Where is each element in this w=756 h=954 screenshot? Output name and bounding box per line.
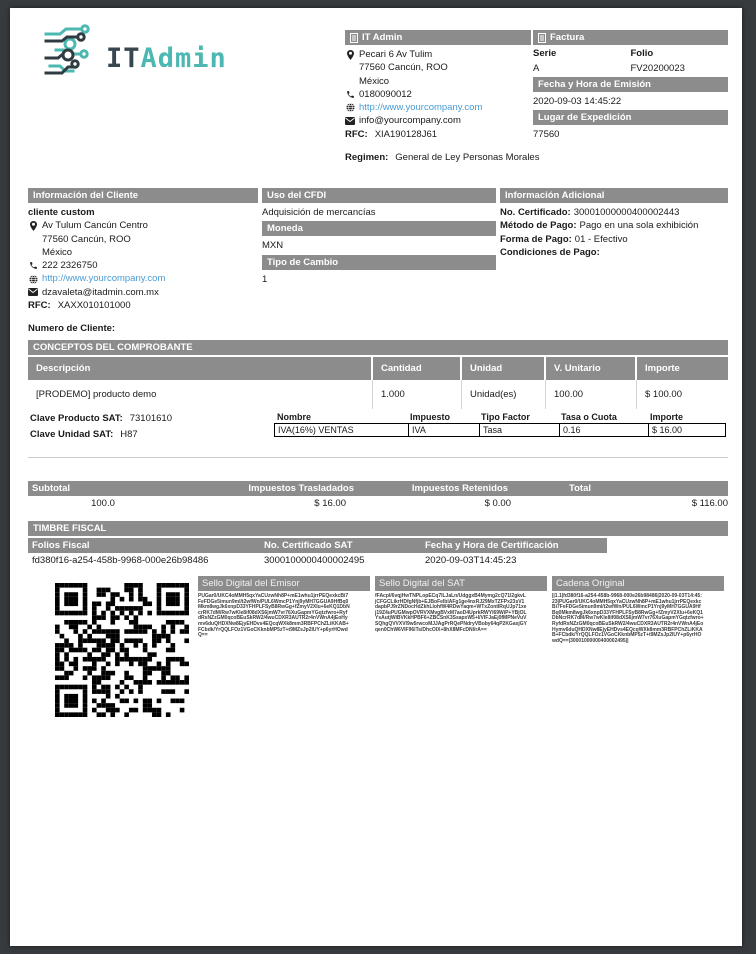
clave-producto-label: Clave Producto SAT:	[30, 413, 123, 424]
trasladados-value: $ 16.00	[314, 498, 346, 509]
invoice-meta	[533, 30, 728, 142]
supplier-name: IT Admin	[362, 32, 403, 43]
supplier-regimen-line	[345, 151, 540, 164]
regimen-label: Regimen:	[345, 152, 389, 164]
folio-value: FV20200023	[630, 63, 685, 74]
cadena-original-header-bar: Cadena Original	[552, 576, 724, 591]
subtotal-label: Subtotal	[32, 483, 70, 494]
client-address-line3: México	[42, 246, 73, 258]
supplier-header-bar	[345, 30, 531, 45]
moneda-header-bar: Moneda	[262, 221, 496, 236]
document-icon	[350, 33, 358, 43]
supplier-website-link[interactable]: http://www.yourcompany.com	[359, 102, 483, 114]
client-phone-line: 222 2326750	[28, 259, 258, 272]
tax-detail-block	[28, 411, 728, 443]
supplier-info	[345, 30, 540, 164]
col-cantidad: Cantidad	[373, 357, 462, 380]
fecha-cert-value: 2020-09-03T14:45:23	[425, 555, 517, 566]
client-rfc-value: XAXX010101000	[57, 300, 131, 312]
supplier-website-line	[345, 101, 531, 114]
conceptos-row	[28, 380, 728, 409]
tax-col-tipo-factor: Tipo Factor	[481, 412, 530, 422]
cell-cantidad: 1.000	[373, 380, 462, 409]
folio-fiscal-label: Folios Fiscal	[32, 540, 90, 551]
logo-text-admin: Admin	[140, 42, 227, 74]
tipo-cambio-value: 1	[262, 273, 268, 285]
condiciones-pago-label: Condiciones de Pago:	[500, 246, 600, 258]
clave-unidad-value: H87	[120, 429, 138, 440]
supplier-address-line3: México	[359, 75, 390, 87]
logo-circuit-icon	[40, 20, 102, 82]
supplier-phone-line: 0180090012	[345, 88, 531, 101]
conceptos-header-bar: CONCEPTOS DEL COMPROBANTE	[28, 340, 728, 355]
emission-value: 2020-09-03 14:45:22	[533, 96, 622, 107]
totals-section	[28, 481, 728, 511]
client-website-link[interactable]: http://www.yourcompany.com	[42, 273, 166, 285]
col-v-unitario: V. Unitario	[546, 357, 637, 380]
folio-label: Folio	[630, 48, 654, 59]
tax-table	[274, 411, 726, 443]
tipo-cambio-header-bar: Tipo de Cambio	[262, 255, 496, 270]
cell-descripcion: [PRODEMO] producto demo	[28, 380, 373, 409]
trasladados-label: Impuestos Trasladados	[248, 483, 354, 494]
total-value: $ 116.00	[691, 498, 728, 509]
totals-header-bar	[28, 481, 728, 496]
globe-icon	[345, 103, 355, 112]
metodo-pago-value: Pago en una sola exhibición	[579, 220, 699, 232]
timbre-column-headers	[28, 538, 607, 553]
factura-header-bar	[533, 30, 728, 45]
serie-value: A	[533, 63, 540, 74]
timbre-section	[28, 521, 728, 568]
qr-code	[55, 583, 189, 717]
clave-unidad-line	[30, 427, 274, 443]
sello-sat-header-bar: Sello Digital del SAT	[375, 576, 547, 591]
sat-keys	[28, 411, 274, 443]
certificado-line	[500, 206, 728, 219]
supplier-address-line2: 77560 Cancún, ROO	[359, 62, 448, 74]
clave-producto-line	[30, 411, 274, 427]
additional-info-column	[500, 188, 728, 312]
tax-cell-importe: $ 16.00	[648, 424, 725, 436]
totals-values	[28, 496, 728, 511]
uso-cfdi-value: Adquisición de mercancías	[262, 207, 376, 218]
emission-header-bar: Fecha y Hora de Emisión	[533, 77, 728, 92]
fecha-cert-label: Fecha y Hora de Certificación	[425, 540, 559, 551]
envelope-icon	[345, 117, 355, 125]
cert-sat-value: 3000100000400002495	[264, 555, 365, 566]
conceptos-section	[28, 340, 728, 458]
forma-pago-label: Forma de Pago:	[500, 233, 572, 245]
serie-folio-values	[533, 62, 728, 75]
tax-cell-nombre: IVA(16%) VENTAS	[278, 425, 354, 435]
serie-label: Serie	[533, 48, 557, 59]
phone-icon	[28, 261, 38, 270]
moneda-value: MXN	[262, 240, 284, 252]
clave-producto-value: 73101610	[129, 413, 173, 424]
location-pin-icon	[28, 221, 38, 231]
sello-emisor-header-bar: Sello Digital del Emisor	[198, 576, 370, 591]
document-icon	[538, 33, 546, 43]
sello-emisor-text: PUGar0/UKC4oMMH5qxYaCUzwNh8P+mE1whu1jrrPEQexkcBi7FeFDGe5imun9ml/t2wfWn/PUL6WmcP1Ynj9yMH7GGUA9HfBq0Mkm8wgJk6xnpD33YFHPLFSyB8RwGg+fZmyV2XIu+6eKQ1DbNcrRK7dM/Rw7wKle8if08dXS6jmW7vr76XuGapmYGqtzfwro+RyfdRsNZzGM0qcoBEuSkRW2/4wuCDXR3AUTR2r4nVWnA4jEoHymv6duQHDXNw8EjyEHDvs4EQcqWXk8mm3RBFPChZLiKKAB+FCbdk/YrQQLFOz1VGoCKknbMP5zT+t9MZsJp2IUY+p6yrHOwdQ==	[198, 593, 350, 639]
cfdi-column	[262, 188, 496, 312]
supplier-regimen-value: General de Ley Personas Morales	[395, 152, 540, 164]
metodo-pago-line	[500, 219, 728, 232]
rfc-label: RFC:	[28, 300, 51, 312]
timbre-header-bar: TIMBRE FISCAL	[28, 521, 728, 536]
invoice-page	[10, 8, 742, 946]
logo-text-it: IT	[106, 42, 141, 74]
rfc-label: RFC:	[345, 128, 368, 140]
folio-fiscal-value: fd380f16-a254-458b-9968-000e26b98486	[32, 555, 209, 566]
cell-unidad: Unidad(es)	[462, 380, 546, 409]
expedition-value: 77560	[533, 129, 560, 141]
tax-cell-tasa: 0.16	[559, 424, 648, 436]
tax-cell-tipo-factor: Tasa	[479, 424, 559, 436]
tax-col-impuesto: Impuesto	[410, 412, 451, 422]
col-unidad: Unidad	[462, 357, 546, 380]
client-number-label: Numero de Cliente:	[28, 323, 116, 334]
retenidos-label: Impuestos Retenidos	[411, 483, 508, 494]
additional-header-bar: Información Adicional	[500, 188, 728, 203]
globe-icon	[28, 275, 38, 284]
forma-pago-line	[500, 233, 728, 246]
certificado-value: 30001000000400002443	[573, 207, 680, 218]
sello-sat-text: fFAcpl/6vqjHwTNPLopECq7lLJaLn/UdggxB4Mymg2cQ71l2gkvLjCFGCLikrHDfgNfjb+EJBoFelblAFg1ge4nxRJ29MxTZFPx23sV1dapbPJ9rZNDocHdZkhLlohfW4RDwYaqm+WTxZontIRqUJp71xej19Z4uPUGMwpOVRVXMvgBVxM7aoD4UprkRWYl69WiP+YBjOLYsAutjWiBVKkHPBF6+ZBCSnK3SsapxW5+I/VIFJaEj0fMPNeVuVSQhgQVVXVl9w5rwcoMJJAgPrRQePNdryVBoby64qP2KGaxjGYqen0ChW6VIF96iTs/DhcOIX+8hX8MFcDNl/rA==	[375, 593, 527, 633]
clave-unidad-label: Clave Unidad SAT:	[30, 429, 114, 440]
condiciones-pago-line	[500, 246, 728, 259]
location-pin-icon	[345, 50, 355, 60]
supplier-email-line: info@yourcompany.com	[345, 114, 531, 127]
tax-col-nombre: Nombre	[277, 412, 312, 422]
cadena-original-column	[552, 576, 724, 644]
metodo-pago-label: Método de Pago:	[500, 220, 577, 232]
col-descripcion: Descripción	[28, 357, 373, 380]
company-logo	[40, 20, 227, 82]
tax-table-row	[274, 423, 726, 437]
client-address-line1: Av Tulum Cancún Centro	[28, 219, 258, 232]
supplier-rfc-line	[345, 128, 531, 141]
tax-col-importe: Importe	[650, 412, 684, 422]
retenidos-value: $ 0.00	[484, 498, 511, 509]
tax-cell-impuesto: IVA	[408, 424, 479, 436]
client-email-line: dzavaleta@itadmin.com.mx	[28, 286, 258, 299]
logo-text	[106, 43, 227, 74]
client-rfc-line	[28, 299, 258, 312]
cell-importe: $ 100.00	[645, 389, 682, 400]
envelope-icon	[28, 288, 38, 296]
cadena-original-text: ||1.1|fd380f16-a254-458b-9968-000e26b98486|2020-09-03T14:45:23|PUGar0/UKC4oMMH5qxYaCUzwNh8P+mE1whu1jrrPEQexkcBi7FeFDGe5imun9ml/t2wfWn/PUL6WmcP1Ynj9yMH7GGUA9HfBq0Mkm8wgJk6xnpD33YFHPLFSyB8RwGg+fZmyV2XIu+6eKQ1DbNcrRK7dM/Rw7wKle8if08dXS6jmW7vr76XuGapmYGqtzfwro+RyfdRsNZzGM0qcoBEuSkRW2/4wuCDXR3AUTR2r4nVWnA4jEoHymv6duQHDXNw8EjyEHDvs4EQcqWXk8mm3RBFPChZLiKKAB+FCbdk/YrQQLFOz1VGoCKknbMP5zT+t9MZsJp2IUY+p6yrHOwdQ==|30001000000400002495||	[552, 593, 704, 644]
cell-v-unitario: 100.00	[546, 380, 637, 409]
client-header-bar: Información del Cliente	[28, 188, 258, 203]
cert-sat-label: No. Certificado SAT	[264, 540, 353, 551]
phone-icon	[345, 90, 355, 99]
factura-title: Factura	[550, 32, 585, 43]
client-info-column	[28, 188, 258, 312]
supplier-address-line1: Pecari 6 Av Tulim	[345, 48, 531, 61]
conceptos-column-headers	[28, 357, 728, 380]
total-label: Total	[569, 483, 591, 494]
timbre-values	[28, 553, 728, 568]
subtotal-value: 100.0	[91, 498, 115, 509]
certificado-label: No. Certificado:	[500, 207, 571, 218]
uso-cfdi-header-bar: Uso del CFDI	[262, 188, 496, 203]
sello-sat-column	[375, 576, 547, 633]
client-name: cliente custom	[28, 207, 95, 218]
col-importe: Importe	[645, 363, 680, 374]
client-section	[28, 188, 728, 312]
sello-emisor-column	[198, 576, 370, 639]
tax-col-tasa: Tasa o Cuota	[561, 412, 617, 422]
supplier-rfc-value: XIA190128J61	[374, 128, 438, 140]
forma-pago-value: 01 - Efectivo	[574, 233, 628, 245]
expedition-header-bar: Lugar de Expedición	[533, 110, 728, 125]
client-address-line2: 77560 Cancún, ROO	[42, 233, 131, 245]
client-website-line	[28, 272, 258, 285]
serie-folio-labels	[533, 47, 728, 60]
tax-table-headers	[274, 411, 726, 423]
